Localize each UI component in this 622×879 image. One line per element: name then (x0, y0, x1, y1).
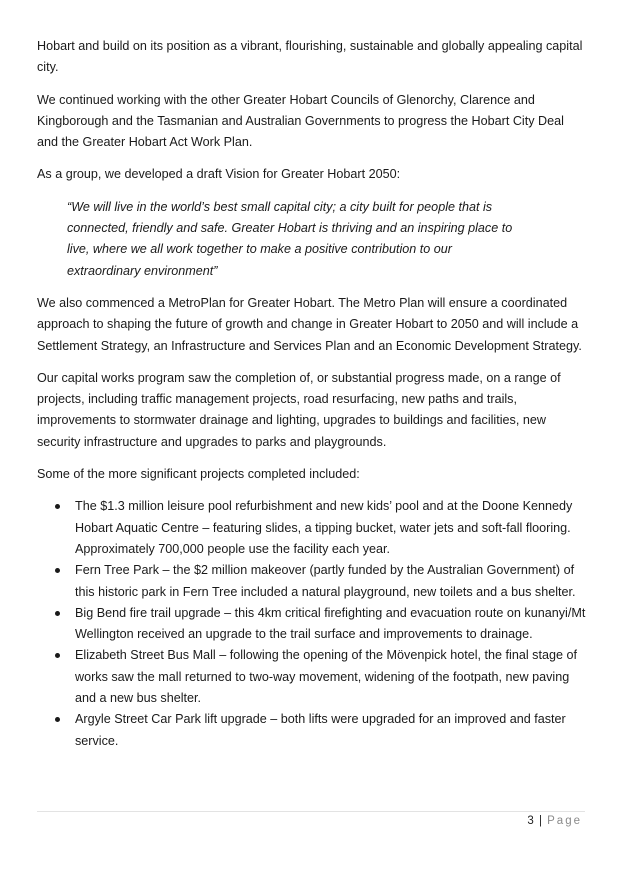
bullet-icon (55, 504, 60, 509)
list-item-text: Elizabeth Street Bus Mall – following the opening of the Mövenpick hotel, the final stage of works saw the mall returned to two-way movement, widening of the footpath, new paving and a new bus shelter. (75, 648, 577, 706)
page-label: Page (547, 815, 582, 827)
paragraph-metroplan: We also commenced a MetroPlan for Greater Hobart. The Metro Plan will ensure a coordinated approach to shaping the future of growth and change in Greater Hobart to 2050 and will include a Settlement Strategy, an Infrastructure and Services Plan and an Economic Development Strategy. (37, 295, 582, 353)
page-footer (527, 815, 582, 827)
bullet-icon (55, 611, 60, 616)
list-item (37, 603, 587, 646)
list-item (37, 645, 587, 709)
bullet-icon (55, 653, 60, 658)
list-item-text: Fern Tree Park – the $2 million makeover (partly funded by the Australian Government) of this historic park in Fern Tree included a natural playground, new toilets and a bus shelter. (75, 563, 576, 599)
page-number: 3 (527, 815, 535, 827)
projects-list (37, 496, 587, 752)
list-item-text: Big Bend fire trail upgrade – this 4km critical firefighting and evacuation route on kunanyi/Mt Wellington received an upgrade to the trail surface and improvements to drainage. (75, 605, 586, 642)
list-item (37, 496, 587, 560)
list-item (37, 560, 587, 603)
list-item-text: The $1.3 million leisure pool refurbishment and new kids’ pool and at the Doone Kennedy Hobart Aquatic Centre – featuring slides, a tipping bucket, water jets and soft-fall flooring. Approximately 700,000 people use the facility each year. (75, 499, 573, 556)
paragraph-projects-intro: Some of the more significant projects completed included: (37, 467, 360, 482)
footer-divider (37, 811, 585, 812)
paragraph-councils: We continued working with the other Greater Hobart Councils of Glenorchy, Clarence and Kingborough and the Tasmanian and Australian Governments to progress the Hobart City Deal and the Greater Hobart Act Work Plan. (37, 92, 564, 150)
footer-separator: | (538, 815, 543, 827)
bullet-icon (55, 568, 60, 573)
paragraph-capital-works: Our capital works program saw the completion of, or substantial progress made, on a range of projects, including traffic management projects, road resurfacing, new paths and trails, improvements to stormwater drainage and lighting, upgrades to buildings and facilities, new security infrastructure and upgrades to parks and playgrounds. (37, 370, 561, 449)
document-page (37, 36, 587, 752)
vision-quote: “We will live in the world’s best small capital city; a city built for people that is connected, friendly and safe. Greater Hobart is thriving and an inspiring place to live, where we all work together to make a positive contribution to our extraordinary environment” (67, 199, 513, 278)
list-item-text: Argyle Street Car Park lift upgrade – both lifts were upgraded for an improved and faster service. (75, 712, 566, 748)
paragraph-vision-intro: As a group, we developed a draft Vision for Greater Hobart 2050: (37, 167, 401, 182)
list-item (37, 709, 587, 752)
bullet-icon (55, 717, 60, 722)
paragraph-intro: Hobart and build on its position as a vibrant, flourishing, sustainable and globally appealing capital city. (37, 39, 583, 75)
